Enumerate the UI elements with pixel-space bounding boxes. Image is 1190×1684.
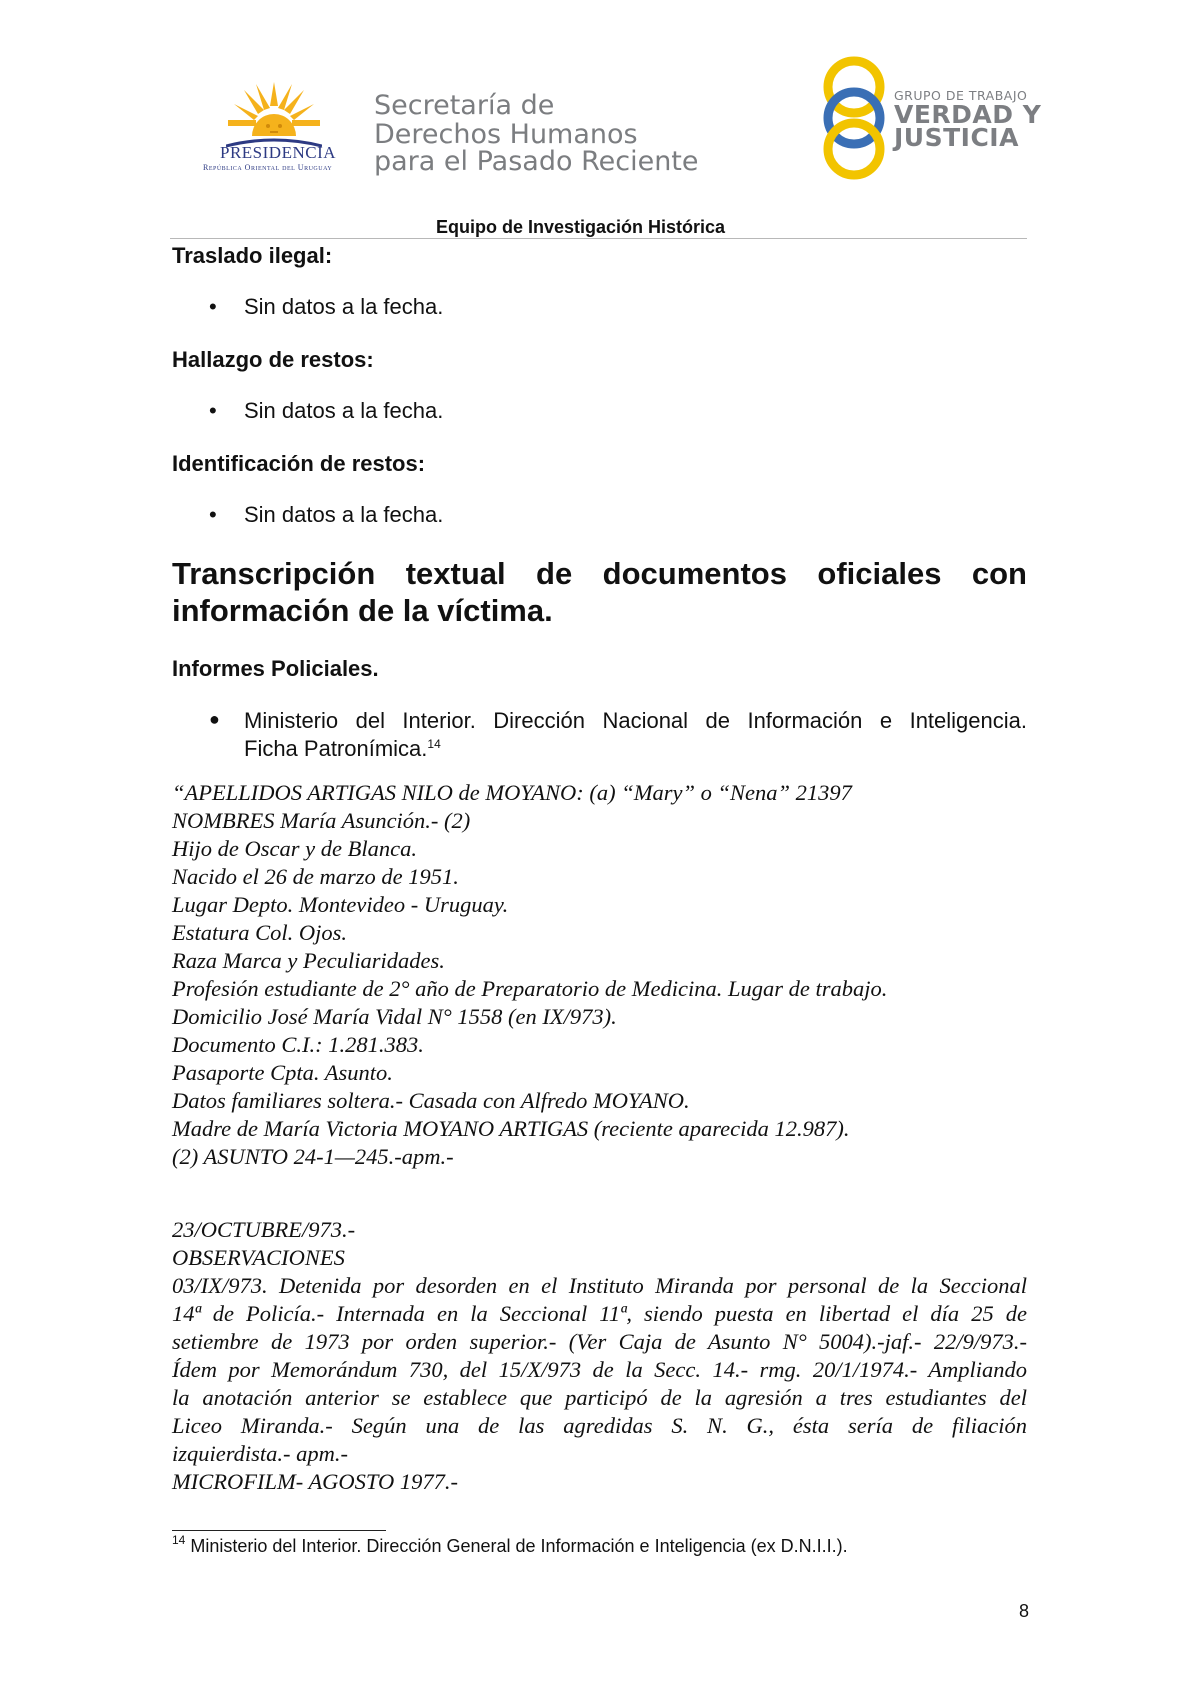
ficha-line: Lugar Depto. Montevideo - Uruguay. <box>172 892 509 917</box>
identificacion-label: Identificación de restos: <box>172 451 426 476</box>
observaciones-line: setiembre de 1973 por orden superior.- (Ver Caja de Asunto N° 5004).-jaf.- 22/9/973.- <box>172 1329 1027 1354</box>
observaciones-block <box>172 1216 1027 1496</box>
observaciones-lines <box>172 1272 1027 1468</box>
observaciones-line: la anotación anterior se establece que participó de la agresión a tres estudiantes del <box>172 1385 1027 1410</box>
header-rule <box>170 238 1027 239</box>
grupo-de-trabajo-label: GRUPO DE TRABAJO <box>894 88 1028 103</box>
footnote-text: Ministerio del Interior. Dirección General de Información e Inteligencia (ex D.N.I.I.). <box>185 1536 848 1556</box>
ministerio-line-2-text: Ficha Patronímica. <box>244 736 428 761</box>
ministerio-line-2 <box>244 736 441 762</box>
transcripcion-heading-line-2: información de la víctima. <box>172 593 553 628</box>
ficha-line: Raza Marca y Peculiaridades. <box>172 948 445 973</box>
footnote <box>172 1533 848 1557</box>
ficha-line: NOMBRES María Asunción.- (2) <box>172 808 471 833</box>
footnote-rule <box>172 1530 386 1531</box>
hallazgo-label: Hallazgo de restos: <box>172 347 374 372</box>
bullet-icon: ● <box>209 709 220 729</box>
bullet-icon: • <box>209 294 217 319</box>
secretaria-line-1: Secretaría de <box>374 90 555 121</box>
ficha-line: Madre de María Victoria MOYANO ARTIGAS (reciente aparecida 12.987). <box>172 1116 850 1141</box>
observaciones-date: 23/OCTUBRE/973.- <box>172 1217 356 1242</box>
footnote-ref: 14 <box>427 737 441 751</box>
ficha-line: Hijo de Oscar y de Blanca. <box>172 836 417 861</box>
presidencia-subtitle: República Oriental del Uruguay <box>203 163 333 172</box>
ficha-line: (2) ASUNTO 24-1—245.-apm.- <box>172 1144 454 1169</box>
hallazgo-item: Sin datos a la fecha. <box>244 398 444 423</box>
bullet-icon: • <box>209 502 217 527</box>
ficha-line: Nacido el 26 de marzo de 1951. <box>172 864 459 889</box>
ministerio-line-1: Ministerio del Interior. Dirección Nacional de Información e Inteligencia. <box>244 708 1027 733</box>
ficha-line: Pasaporte Cpta. Asunto. <box>172 1060 393 1085</box>
identificacion-item: Sin datos a la fecha. <box>244 502 444 527</box>
footnote-number: 14 <box>172 1533 186 1547</box>
ficha-line: Estatura Col. Ojos. <box>172 920 348 945</box>
observaciones-line: Ídem por Memorándum 730, del 15/X/973 de la Secc. 14.- rmg. 20/1/1974.- Ampliando <box>172 1357 1027 1382</box>
traslado-item: Sin datos a la fecha. <box>244 294 444 319</box>
header <box>0 0 1190 240</box>
ficha-line: Documento C.I.: 1.281.383. <box>172 1032 424 1057</box>
observaciones-line: izquierdista.- apm.- <box>172 1441 349 1466</box>
ficha-line: Datos familiares soltera.- Casada con Alfredo MOYANO. <box>172 1088 690 1113</box>
ficha-line: Profesión estudiante de 2° año de Preparatorio de Medicina. Lugar de trabajo. <box>172 976 888 1001</box>
verdad-justicia-rings-logo <box>820 56 888 180</box>
transcripcion-heading-line-1: Transcripción textual de documentos oficiales con <box>172 556 1027 591</box>
observaciones-line: 03/IX/973. Detenida por desorden en el Instituto Miranda por personal de la Seccional <box>172 1273 1027 1298</box>
informes-policiales-label: Informes Policiales. <box>172 656 379 681</box>
justicia-label: JUSTICIA <box>894 123 1019 152</box>
ficha-patronimica <box>172 779 1027 1171</box>
ficha-line: “APELLIDOS ARTIGAS NILO de MOYANO: (a) “Mary” o “Nena” 21397 <box>172 780 852 805</box>
observaciones-line: 14ª de Policía.- Internada en la Seccional 11ª, siendo puesta en libertad el día 25 de <box>172 1301 1027 1326</box>
page-number: 8 <box>1019 1601 1030 1621</box>
observaciones-title: OBSERVACIONES <box>172 1245 345 1270</box>
verdad-label: VERDAD Y <box>894 100 1042 129</box>
secretaria-line-2: Derechos Humanos <box>374 119 638 150</box>
equipo-investigacion-title: Equipo de Investigación Histórica <box>436 217 726 237</box>
microfilm-line: MICROFILM- AGOSTO 1977.- <box>172 1469 459 1494</box>
presidencia-title: PRESIDENCIA <box>220 143 337 162</box>
bullet-icon: • <box>209 398 217 423</box>
traslado-label: Traslado ilegal: <box>172 243 333 268</box>
ficha-line: Domicilio José María Vidal N° 1558 (en IX/973). <box>172 1004 617 1029</box>
secretaria-line-3: para el Pasado Reciente <box>374 146 699 177</box>
observaciones-line: Liceo Miranda.- Según una de las agredidas S. N. G., ésta sería de filiación <box>172 1413 1027 1438</box>
